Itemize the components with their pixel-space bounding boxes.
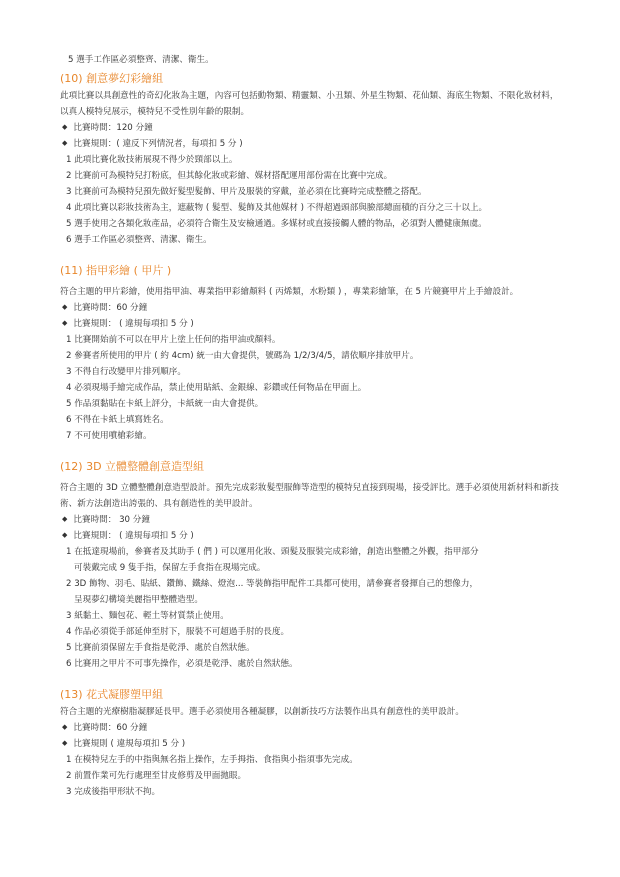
rule-item-continuation: 呈現夢幻構境美麗指甲整體造型。 xyxy=(74,595,203,605)
section-description: 符合主題的甲片彩繪，使用指甲油、專業指甲彩繪顏料 ( 丙烯類，水粉類 ) ，專業彩繪筆，在 5 片競賽甲片上手繪設計。 xyxy=(60,287,519,297)
competition-time: ◆ 比賽時間： 30 分鐘 xyxy=(60,512,565,528)
section-description: 此項比賽以具創意性的奇幻化妝為主題，內容可包括動物類、精靈類、小丑類、外星生物類、花仙類、海底生物類、不限化妝材料，以真人模特兒展示，模特兒不受性別年齡的限制。 xyxy=(60,91,559,117)
rule-item: 5 選手工作區必須整齊、清潔、衛生。 xyxy=(68,55,214,65)
competition-rules-label: ◆ 比賽規則 ( 違規每項扣 5 分 ) xyxy=(60,736,565,752)
section-12 xyxy=(60,458,565,672)
rule-item: 5 比賽前須保留左手食指是乾淨、處於自然狀態。 xyxy=(66,643,255,653)
rule-item: 1 比賽開始前不可以在甲片上塗上任何的指甲油或顏料。 xyxy=(66,335,281,345)
rule-item: 1 此項比賽化妝技術展現不得少於頸部以上。 xyxy=(66,155,238,165)
competition-time: ◆ 比賽時間：60 分鐘 xyxy=(60,720,565,736)
section-11 xyxy=(60,262,565,444)
rule-item: 2 3D 飾物、羽毛、貼紙、鑽飾、鐵絲、燈泡... 等裝飾指甲配件工具都可使用，請參賽者發揮自己的想像力， xyxy=(66,579,479,589)
rule-item: 3 完成後指甲形狀不拘。 xyxy=(66,787,161,797)
rule-item: 2 前置作業可先行處理至甘皮修剪及甲面拋眼。 xyxy=(66,771,247,781)
section-heading: (10) 創意夢幻彩繪組 xyxy=(60,72,164,85)
rule-item: 2 參賽者所使用的甲片 ( 約 4cm) 統一由大會提供，號碼為 1/2/3/4/5，請依順序排放甲片。 xyxy=(66,351,419,361)
rule-item: 4 必須現場手繪完成作品，禁止使用貼紙、金銀線、彩鑽或任何物品在甲面上。 xyxy=(66,383,367,393)
section-description: 符合主題的 3D 立體整體創意造型設計。預先完成彩妝髮型服飾等造型的模特兒直接到現場，接受評比。選手必須使用新材料和新技術、新方法創造出誇張的、具有創造性的美甲設計。 xyxy=(60,483,559,509)
section-heading: (13) 花式凝膠塑甲組 xyxy=(60,688,164,701)
competition-rules-label: ◆ 比賽規則： ( 違規每項扣 5 分 ) xyxy=(60,528,565,544)
document-page xyxy=(60,52,565,800)
rule-item: 5 選手使用之各類化妝產品，必須符合衛生及安檢通過。多媒材或直接接觸人體的物品，必須對人體健康無虞。 xyxy=(66,219,487,229)
section-heading: (11) 指甲彩繪 ( 甲片 ) xyxy=(60,264,172,277)
rule-item: 4 作品必須從手部延伸至肘下，服裝不可超過手肘的長度。 xyxy=(66,627,290,637)
competition-time: ◆ 比賽時間：120 分鐘 xyxy=(60,120,565,136)
rule-item: 5 作品須黏貼在卡紙上評分，卡紙統一由大會提供。 xyxy=(66,399,264,409)
section-13 xyxy=(60,686,565,800)
rule-item-continuation: 可裝戴完成 9 隻手指，保留左手食指在現場完成。 xyxy=(74,563,266,573)
competition-rules-label: ◆ 比賽規則： ( 違規每項扣 5 分 ) xyxy=(60,316,565,332)
competition-rules-label: ◆ 比賽規則：( 違反下列情況者，每項扣 5 分 ) xyxy=(60,136,565,152)
rule-item: 6 比賽用之甲片不可事先操作，必須是乾淨、處於自然狀態。 xyxy=(66,659,298,669)
section-heading: (12) 3D 立體整體創意造型組 xyxy=(60,460,205,473)
rule-item: 1 在抵達現場前，參賽者及其助手 ( 們 ) 可以運用化妝、頭髮及服裝完成彩繪，創造出整體之外觀，指甲部分 xyxy=(66,547,479,557)
rule-item: 7 不可使用噴槍彩繪。 xyxy=(66,431,152,441)
rule-item: 1 在模特兒左手的中指與無名指上操作，左手拇指、食指與小指須事先完成。 xyxy=(66,755,358,765)
rule-item: 3 紙黏土、麵包花、輕土等材質禁止使用。 xyxy=(66,611,229,621)
rule-item: 6 選手工作區必須整齊、清潔、衛生。 xyxy=(66,235,212,245)
rule-item: 3 比賽前可為模特兒預先做好髮型髮飾、甲片及服裝的穿戴，並必須在比賽時完成整體之搭配。 xyxy=(66,187,427,197)
rule-item: 3 不得自行改變甲片排列順序。 xyxy=(66,367,186,377)
rule-item: 6 不得在卡紙上填寫姓名。 xyxy=(66,415,169,425)
rule-item: 2 比賽前可為模特兒打粉底，但其餘化妝或彩繪、媒材搭配運用部份需在比賽中完成。 xyxy=(66,171,393,181)
section-description: 符合主題的光療樹脂凝膠延長甲。選手必須使用各種凝膠，以創新技巧方法製作出具有創意性的美甲設計。 xyxy=(60,707,464,717)
section-10 xyxy=(60,70,565,248)
rule-item: 4 此項比賽以彩妝技術為主，遮蔽物 ( 髮型、髮飾及其他媒材 ) 不得超過頭部與臉部總面積的百分之三十以上。 xyxy=(66,203,488,213)
competition-time: ◆ 比賽時間：60 分鐘 xyxy=(60,300,565,316)
